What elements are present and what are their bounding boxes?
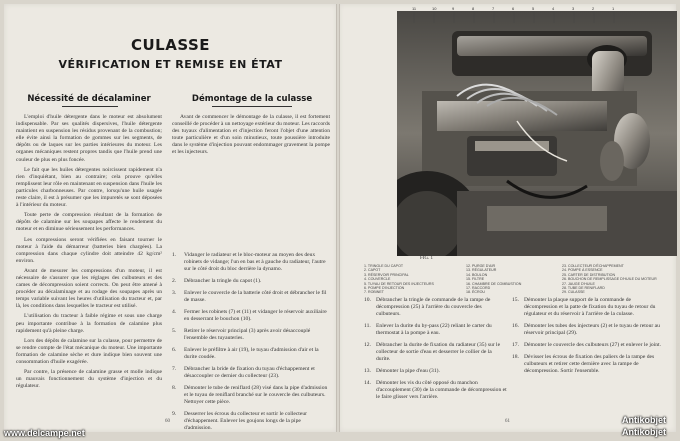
step-item bbox=[172, 385, 330, 406]
step-item bbox=[172, 290, 330, 304]
watermark-delcampe: www.delcampe.net bbox=[4, 428, 85, 438]
step-text: Débrancher la tringle du capot (1). bbox=[184, 278, 262, 284]
legend-item: 2. CAPOT bbox=[364, 268, 381, 273]
legend-item: 5. TUYAU DE RETOUR DES INJECTEURS bbox=[364, 281, 434, 286]
callout-label: 6 bbox=[512, 6, 515, 11]
step-number: 11. bbox=[364, 323, 371, 329]
legend-item: 4. COUVERCLE bbox=[364, 277, 391, 282]
watermark-line: Antikobjet bbox=[622, 427, 666, 437]
decalaminer-text bbox=[16, 114, 162, 393]
paragraph: Avant de mesurer les compressions d'un moteur, il est nécessaire de s'assurer que les réglages des culbuteurs et des cames de décompression soient corrects. On peut être amené à procéder au décalaminage et au rodage des soupapes après un temps variable suivant les heures d'utilisation du tracteur et, par là, les conditions dans lesquelles le tracteur est utilisé. bbox=[16, 267, 162, 310]
figure-caption: FIG. 1 bbox=[420, 256, 434, 261]
legend-item: 3. RÉSERVOIR PRINCIPAL bbox=[364, 272, 409, 277]
step-item bbox=[172, 366, 330, 380]
paragraph: Les compressions seront vérifiées en faisant tourner le moteur à l'aide du démarreur (batteries bien chargées). La compression dans chaque cylindre doit atteindre 42 kg/cm² environ. bbox=[16, 236, 162, 264]
step-number: 8. bbox=[172, 385, 177, 391]
heading-underline bbox=[212, 106, 292, 107]
legend-item: 28. TUBE DE RENIFLARD bbox=[562, 286, 605, 291]
page-number-right: 61 bbox=[505, 419, 510, 424]
step-text: Vidanger le radiateur et le bloc-moteur au moyen des deux robinets de vidange; l'un en bas et à gauche du radiateur, l'autre sur le côté droit du bloc derrière la dynamo. bbox=[184, 252, 326, 272]
legend-item: 6. POMPE D'INJECTION bbox=[364, 286, 405, 291]
step-item bbox=[512, 297, 662, 318]
paragraph: Toute perte de compression résultant de la formation de dépôts de calamine sur les soupapes affecte le rendement du moteur et en diminue sérieusement les performances. bbox=[16, 212, 162, 233]
step-text: Débrancher la durite de fixation du radiateur (35) sur le collecteur de sortie d'eau et desserrer le collier de la durite. bbox=[376, 342, 501, 362]
callout-label: 1 bbox=[612, 6, 615, 11]
callout-label: 11 bbox=[412, 6, 417, 11]
legend-item: 18. ÉCROU bbox=[466, 290, 485, 295]
step-text: Dévisser les écrous de fixation des paliers de la rampe des culbuteurs et retirer cette dernière avec la rampe de décompression. Sortir l'ensemble. bbox=[524, 354, 655, 374]
step-text: Démonter la pipe d'eau (31). bbox=[376, 368, 440, 374]
legend-item: 29. CULASSE bbox=[562, 290, 585, 295]
step-number: 9. bbox=[172, 411, 177, 417]
step-text: Débrancher la bride de fixation du tuyau d'échappement et désaccoupler ce dernier du collecteur (23). bbox=[184, 366, 315, 379]
step-text: Enlever le couvercle de la batterie côté droit et débrancher le fil de masse. bbox=[184, 290, 327, 303]
step-item bbox=[172, 252, 330, 273]
legend-item: 26. BOUCHON DE REMPLISSAGE D'HUILE DU MOTEUR bbox=[562, 277, 657, 282]
callout-numbers bbox=[406, 3, 630, 23]
step-number: 17. bbox=[512, 342, 519, 348]
legend-item: 15. FILTRE bbox=[466, 277, 485, 282]
step-text: Démonter les tubes des injecteurs (2) et le tuyau de retour au réservoir principal (29). bbox=[524, 323, 660, 336]
step-number: 18. bbox=[512, 354, 519, 360]
step-number: 12. bbox=[364, 342, 371, 348]
step-text: Retirer le réservoir principal (3) après avoir désaccouplé l'ensemble des tuyauteries. bbox=[184, 328, 311, 341]
paragraph: L'utilisation du tracteur à faible régime et sous une charge peu importante contribue à la formation de calamine plus rapidement qu'à pleine charge. bbox=[16, 313, 162, 334]
step-text: Enlever le préfiltre à air (19), le tuyau d'admission d'air et la durite coudée. bbox=[184, 347, 319, 360]
legend-item: 24. POMPE À ESSENCE bbox=[562, 268, 603, 273]
step-item bbox=[512, 354, 662, 375]
callout-label: 9 bbox=[452, 6, 455, 11]
step-number: 13. bbox=[364, 368, 371, 374]
step-text: Démonter le couvercle des culbuteurs (27) et enlever le joint. bbox=[524, 342, 661, 348]
callout-label: 3 bbox=[572, 6, 575, 11]
paragraph: Par contre, la présence de calamine grasse et molle indique un mauvais fonctionnement du système d'injection et du régulateur. bbox=[16, 369, 162, 390]
page-subtitle: VÉRIFICATION ET REMISE EN ÉTAT bbox=[58, 58, 283, 71]
step-number: 15. bbox=[512, 297, 519, 303]
legend-item: 12. PURGE D'AIR bbox=[466, 264, 496, 268]
step-text: Débrancher la tringle de commande de la rampe de décompression (25) à l'arrière du couvercle des culbuteurs. bbox=[376, 297, 491, 317]
step-text: Desserrer les écrous du collecteur et sortir le collecteur d'échappement. Enlever les goujons longs de la pipe d'admission. bbox=[184, 411, 308, 431]
step-number: 6. bbox=[172, 347, 177, 353]
page-number-left: 60 bbox=[165, 419, 170, 424]
legend-item: 27. JAUGE D'HUILE bbox=[562, 281, 595, 286]
step-text: Fermer les robinets (7) et (11) et vidanger le réservoir auxiliaire en desserrant le bouchon (10). bbox=[184, 309, 327, 322]
section-heading-decalaminer: Nécessité de décalaminer bbox=[27, 94, 151, 104]
step-item bbox=[172, 278, 330, 285]
section-heading-demontage: Démontage de la culasse bbox=[191, 94, 313, 104]
step-text: Démonter les vis du côté opposé du manchon d'accouplement (30) de la commande de décompression et le faire glisser vers l'arrière. bbox=[376, 380, 507, 400]
callout-label: 7 bbox=[492, 6, 495, 11]
watermark-antikobjet bbox=[622, 414, 666, 438]
callout-label: 10 bbox=[432, 6, 437, 11]
step-number: 16. bbox=[512, 323, 519, 329]
step-text: Démonter le tube de reniflard (28) visé dans la pipe d'admission et le tuyau de reniflard branché sur le couvercle des culbuteurs. Nettoyer cette pièce. bbox=[184, 385, 328, 405]
step-item bbox=[364, 323, 507, 337]
step-text: Enlever la durite du by-pass (22) reliant le carter du thermostat à la pompe à eau. bbox=[376, 323, 492, 336]
step-number: 10. bbox=[364, 297, 371, 303]
step-item bbox=[172, 347, 330, 361]
paragraph: L'emploi d'huile détergente dans le moteur est absolument indispensable. Par ses qualités dispersives, l'huile détergente maintient en suspension les résidus provenant de la combustion; elle évite ainsi la formation de gommes sur les segments, de dépôts ou de laques sur les parties intérieures du moteur. Les organes mécaniques restent propres tandis que l'huile prend une couleur de plus en plus foncée. bbox=[16, 114, 162, 163]
step-item bbox=[172, 309, 330, 323]
step-number: 5. bbox=[172, 328, 177, 334]
legend-column-2 bbox=[466, 264, 521, 295]
demontage-steps-continued bbox=[364, 297, 507, 406]
step-item bbox=[364, 297, 507, 318]
paragraph: Le fait que les huiles détergentes noircissent rapidement n'a rien d'inquiétant, bien au contraire; cela prouve qu'elles remplissent leur rôle en maintenant en suspension dans l'huile les particules charbonneuses. Par contre, lorsqu'une huile usagée reste claire, il est à présumer que les impuretés se sont déposées à l'intérieur du moteur. bbox=[16, 166, 162, 209]
step-number: 4. bbox=[172, 309, 177, 315]
legend-item: 16. CHAMBRE DE COMBUSTION bbox=[466, 281, 522, 286]
legend-item: 23. COLLECTEUR D'ÉCHAPPEMENT bbox=[562, 264, 624, 268]
step-item bbox=[512, 323, 662, 337]
step-item bbox=[172, 328, 330, 342]
callout-label: 4 bbox=[552, 6, 555, 11]
legend-item: 17. RACCORD bbox=[466, 286, 491, 291]
step-number: 3. bbox=[172, 290, 177, 296]
step-item bbox=[172, 411, 330, 432]
page-title: CULASSE bbox=[130, 36, 211, 54]
paragraph: Avant de commencer le démontage de la culasse, il est fortement conseillé de procéder à un nettoyage extérieur du moteur. Les raccords des tuyaux d'alimentation et d'injection feront l'objet d'une attention toute particulière et d'un soin minutieux, toute poussière introduite dans le système d'injection pouvant endommager gravement la pompe et les injecteurs. bbox=[172, 114, 330, 156]
engine-photo bbox=[397, 11, 677, 256]
step-text: Démonter la plaque support de la commande de décompression et la patte de fixation du tuyau de retour du régulateur et du réservoir à l'arrière de la culasse. bbox=[524, 297, 656, 317]
step-number: 7. bbox=[172, 366, 177, 372]
step-number: 14. bbox=[364, 380, 371, 386]
step-item bbox=[512, 342, 662, 349]
paragraph: Lors des dépôts de calamine sur la culasse, pour permettre de se rendre compte de l'état mécanique du moteur. Une importante formation de calamine sèche et dure indique bien souvent une consommation d'huile exagérée. bbox=[16, 337, 162, 365]
legend-item: 13. RÉGULATEUR bbox=[466, 268, 497, 273]
legend-item: 14. BOULON bbox=[466, 272, 488, 277]
heading-underline bbox=[62, 106, 118, 107]
step-number: 2. bbox=[172, 278, 177, 284]
demontage-intro bbox=[172, 114, 330, 160]
demontage-steps-final bbox=[512, 297, 662, 380]
callout-label: 2 bbox=[592, 6, 595, 11]
step-item bbox=[364, 368, 507, 375]
demontage-steps bbox=[172, 252, 330, 437]
engine-illustration bbox=[397, 11, 677, 256]
legend-item: 25. CARTER DE DISTRIBUTION bbox=[562, 272, 616, 277]
callout-label: 5 bbox=[532, 6, 535, 11]
watermark-line: Antikobjet bbox=[622, 415, 666, 425]
step-number: 1. bbox=[172, 252, 177, 258]
legend-item: 7. ROBINET bbox=[364, 290, 384, 295]
legend-column-1 bbox=[364, 264, 434, 295]
legend-column-3 bbox=[562, 264, 657, 295]
callout-label: 8 bbox=[472, 6, 475, 11]
legend-item: 1. TRINGLE DU CAPOT bbox=[364, 264, 404, 268]
step-item bbox=[364, 342, 507, 363]
step-item bbox=[364, 380, 507, 401]
